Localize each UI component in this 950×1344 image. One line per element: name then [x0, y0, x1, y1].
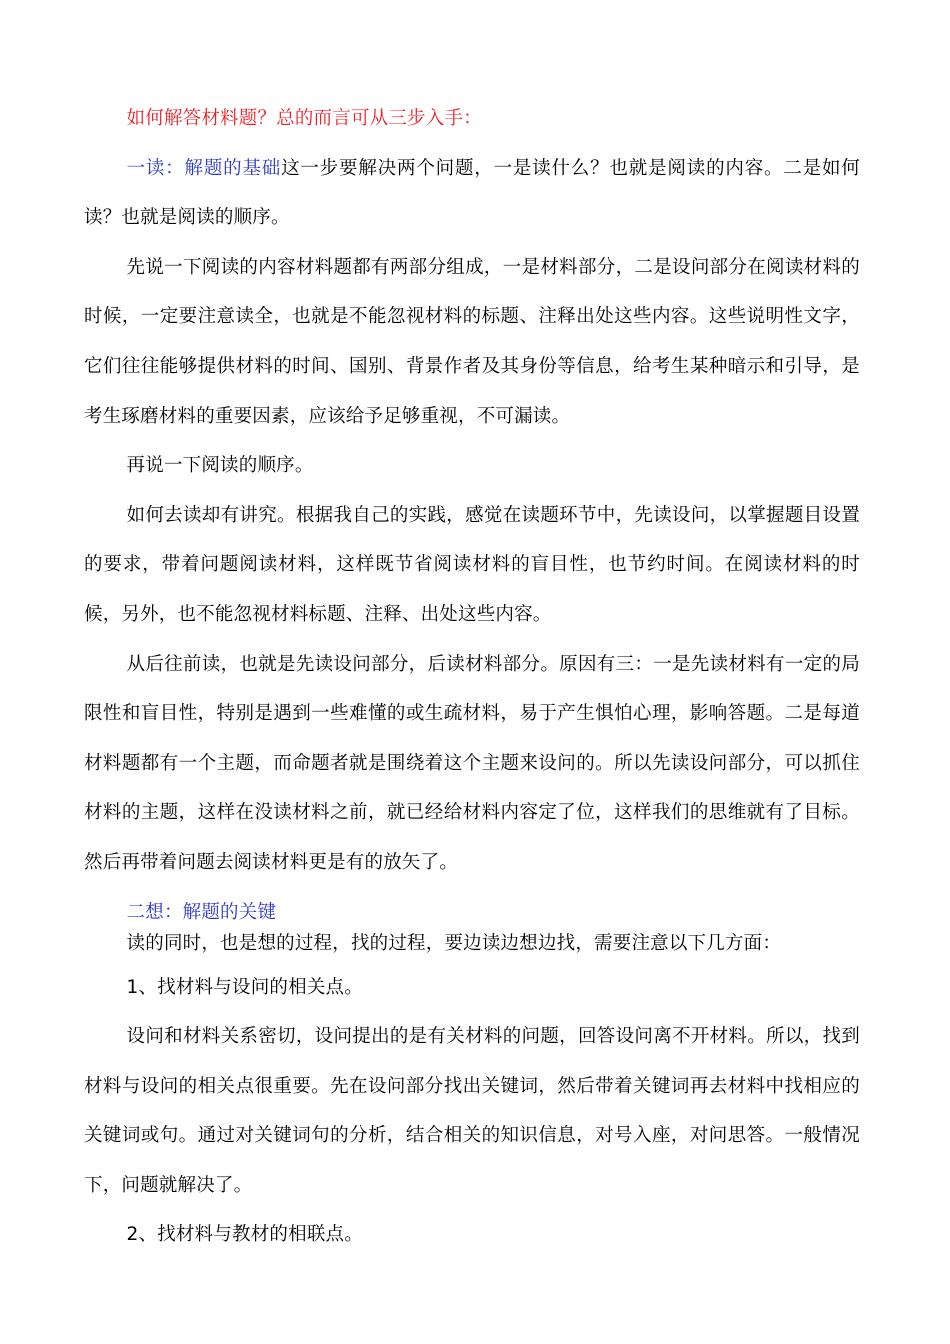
intro-line: 如何解答材料题？总的而言可从三步入手： [126, 108, 482, 129]
content-paragraph: 先说一下阅读的内容材料题都有两部分组成，一是材料部分，二是设问部分在阅读材料的时候，一定要注意读全，也就是不能忽视材料的标题、注释出处这些内容。这些说明性文字，它们往往能够提供材料的时间、国别、背景作者及其身份等信息，给考生某种暗示和引导，是考生琢磨材料的重要因素，应该给予足够重视，不可漏读。 [84, 256, 860, 427]
step1-paragraph [84, 144, 860, 243]
step1-text: 这一步要解决两个问题，一是读什么？也就是阅读的内容。二是如何读？也就是阅读的顺序。 [84, 157, 860, 229]
method-paragraph: 如何去读却有讲究。根据我自己的实践，感觉在读题环节中，先读设问，以掌握题目设置的要求，带着问题阅读材料，这样既节省阅读材料的盲目性，也节约时间。在阅读材料的时候，另外，也不能忽视材料标题、注释、出处这些内容。 [84, 504, 860, 625]
point1-title: 1、找材料与设问的相关点。 [126, 976, 363, 998]
step1-heading: 一读：解题的基础 [126, 157, 282, 179]
reason-paragraph: 从后往前读，也就是先读设问部分，后读材料部分。原因有三：一是先读材料有一定的局限性和盲目性，特别是遇到一些难懂的或生疏材料，易于产生惧怕心理，影响答题。二是每道材料题都有一个主题，而命题者就是围绕着这个主题来设问的。所以先读设问部分，可以抓住材料的主题，这样在没读材料之前，就已经给材料内容定了位，这样我们的思维就有了目标。然后再带着问题去阅读材料更是有的放矢了。 [84, 653, 860, 873]
order-paragraph: 再说一下阅读的顺序。 [126, 455, 314, 477]
step2-text: 读的同时，也是想的过程，找的过程，要边读边想边找，需要注意以下几方面： [126, 932, 782, 954]
point2-title: 2、找材料与教材的相联点。 [126, 1224, 363, 1246]
point1-text: 设问和材料关系密切，设问提出的是有关材料的问题，回答设问离不开材料。所以，找到材料与设问的相关点很重要。先在设问部分找出关键词，然后带着关键词再去材料中找相应的关键词或句。通过对关键词句的分析，结合相关的知识信息，对号入座，对问思答。一般情况下，问题就解决了。 [84, 1026, 860, 1196]
document-body [84, 94, 860, 1260]
step2-heading: 二想：解题的关键 [126, 901, 277, 923]
